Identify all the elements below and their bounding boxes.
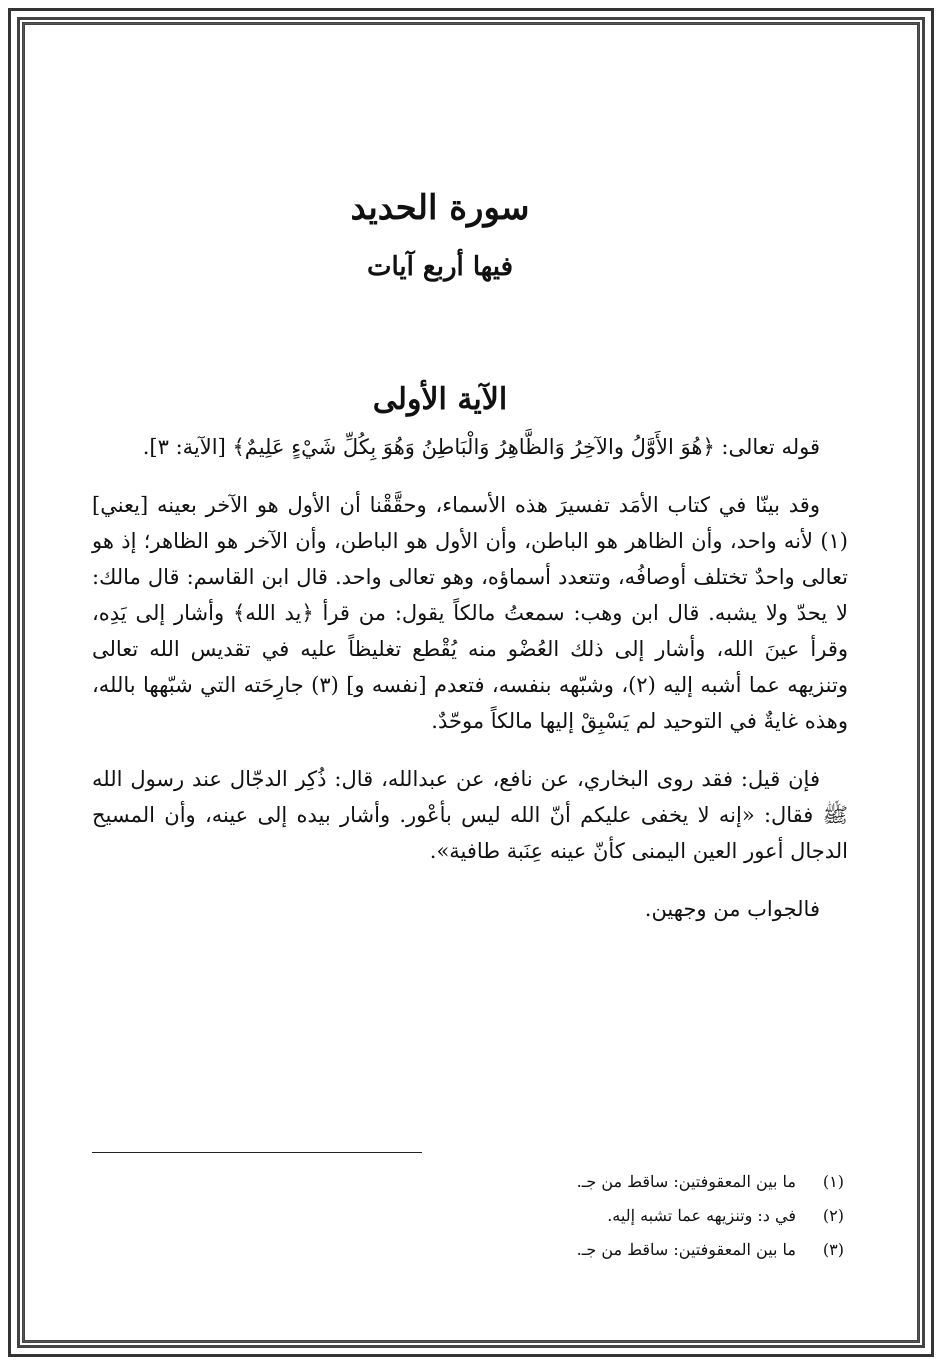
footnotes-divider: [92, 1152, 422, 1153]
aya-heading: الآية الأولى: [372, 382, 508, 417]
footnote-text: في د: وتنزيهه عما تشبه إليه.: [607, 1206, 796, 1225]
footnote-number: (٢): [822, 1206, 844, 1225]
footnote-item: [244, 1240, 844, 1274]
paragraph-commentary: وقد بينّا في كتاب الأمَد تفسيرَ هذه الأسماء، وحقَّقْنا أن الأول هو الآخر بعينه [يعني] (١) لأنه واحد، وأن الظاهر هو الباطن، وأن الأول هو الباطن، وأن الآخر هو الظاهر؛ إذ هو تعالى واحدٌ تختلف أوصافُه، وتتعدد أسماؤه، وهو تعالى واحد. قال ابن القاسم: قال مالك: لا يحدّ ولا يشبه. قال ابن وهب: سمعتُ مالكاً يقول: من قرأ ﴿يد الله﴾ وأشار إلى يَدِه، وقرأ عينَ الله، وأشار إلى ذلك العُضْو منه يُقْطع تغليظاً عليه في تقديس الله تعالى وتنزيهه عما أشبه إليه (٢)، وشبّهه بنفسه، فتعدم [نفسه و] (٣) جارِحَته التي شبّهها بالله، وهذه غايةٌ في التوحيد لم يَسْبِقْ إليها مالكاً موحّدٌ.: [92, 493, 849, 733]
footnotes: [244, 1172, 844, 1274]
footnote-text: ما بين المعقوفتين: ساقط من جـ.: [576, 1240, 796, 1259]
paragraph-question: فإن قيل: فقد روى البخاري، عن نافع، عن عبدالله، قال: ذُكِر الدجّال عند رسول الله ﷺ فقال: «إنه لا يخفى عليكم أنّ الله ليس بأعْور. وأشار بيده إلى عينه، وأن المسيح الدجال أعور العين اليمنى كأنّ عينه عِنَبة طافية».: [92, 767, 848, 863]
footnote-number: (٣): [822, 1240, 844, 1259]
footnote-item: [244, 1172, 844, 1206]
footnote-item: [244, 1206, 844, 1240]
footnote-number: (١): [822, 1172, 844, 1191]
page-content: [92, 170, 848, 927]
paragraph-verse: قوله تعالى: ﴿هُوَ الأَوَّلُ والآخِرُ وَالظَّاهِرُ وَالْبَاطِنُ وَهُوَ بِكُلِّ شَيْءٍ عَلِيمٌ﴾ [الآية: ٣].: [142, 435, 820, 459]
footnote-text: ما بين المعقوفتين: ساقط من جـ.: [576, 1172, 796, 1191]
surah-title: سورة الحديد: [350, 188, 530, 228]
paragraph-answer: فالجواب من وجهين.: [644, 897, 820, 921]
surah-subtitle: فيها أربع آيات: [367, 252, 513, 282]
